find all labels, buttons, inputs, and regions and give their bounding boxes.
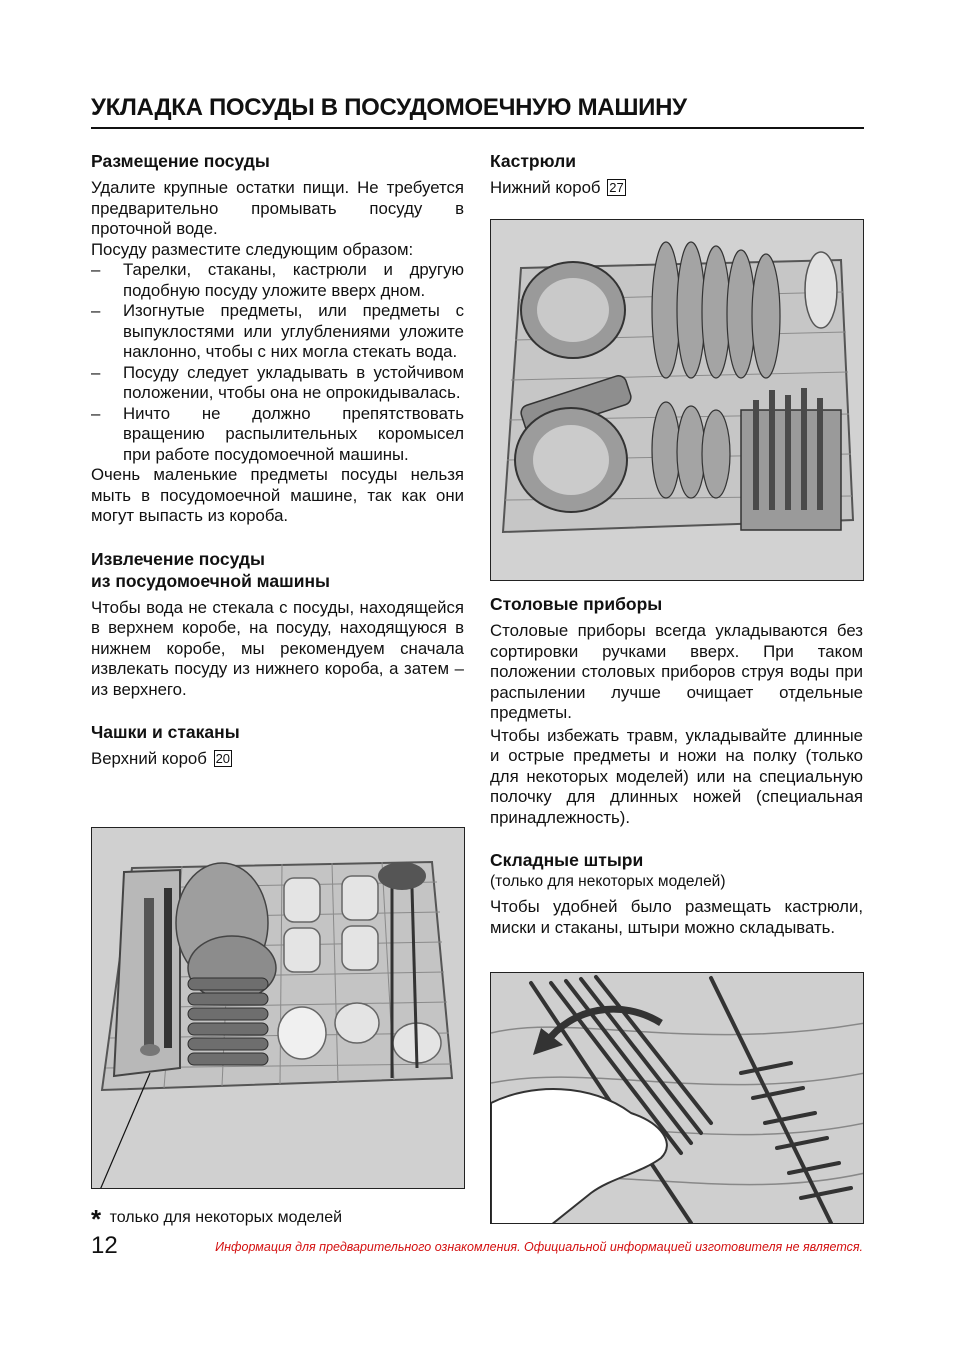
- pots-basket-number: 27: [609, 180, 624, 195]
- list-item: – Посуду следует укладывать в устойчивом положении, чтобы она не опрокидывалась.: [91, 363, 464, 404]
- upper-basket-image: [91, 827, 465, 1189]
- removal-heading-line1: Извлечение посуды: [91, 548, 265, 569]
- title-rule: [91, 127, 864, 129]
- placement-list: [91, 260, 464, 465]
- cutlery-text-1: Столовые приборы всегда укладываются без сортировки ручками вверх. При таком положении столовых приборов струя воды при распылении лучше очищает отдельные предметы.: [490, 621, 863, 722]
- pots-basket-label: Нижний короб: [490, 178, 601, 197]
- placement-lead: Посуду разместите следующим образом:: [91, 239, 414, 259]
- page-number: 12: [91, 1232, 118, 1259]
- upper-basket-drawing: [92, 828, 465, 1189]
- tines-heading: Складные штыри: [490, 850, 644, 870]
- folding-tines-image: [490, 972, 864, 1224]
- cups-basket-number: 20: [215, 751, 231, 766]
- page-title: УКЛАДКА ПОСУДЫ В ПОСУДОМОЕЧНУЮ МАШИНУ: [91, 94, 687, 121]
- list-item: – Ничто не должно препятствовать вращению распылительных коромысел при работе посудомоечной машины.: [91, 404, 464, 466]
- removal-text: Чтобы вода не стекала с посуды, находящейся в верхнем коробе, на посуду, находящуюся в нижнем коробе, мы рекомендуем сначала извлекать посуду из нижнего короба, а затем – из верхнего.: [91, 597, 464, 699]
- cutlery-text-2: Чтобы избежать травм, укладывайте длинные и острые предметы и ножи на полку (только для некоторых моделей) или на специальную полочку для длинных ножей (специальная принадлежность).: [490, 725, 863, 827]
- footnote-text: только для некоторых моделей: [109, 1209, 343, 1226]
- cutlery-heading: Столовые приборы: [490, 594, 663, 614]
- footnote-mark: *: [91, 1204, 102, 1234]
- removal-heading: [91, 548, 464, 592]
- lower-basket-image: [490, 219, 864, 581]
- list-item: – Изогнутые предметы, или предметы с выпуклостями или углублениями уложите наклонно, чтобы с них могла стекать вода.: [91, 301, 464, 363]
- placement-heading: Размещение посуды: [91, 151, 270, 171]
- folding-tines-drawing: [491, 973, 864, 1224]
- tines-subnote: (только для некоторых моделей): [490, 873, 726, 890]
- pots-basket-ref: [490, 178, 863, 199]
- pots-heading: Кастрюли: [490, 151, 577, 171]
- lower-basket-drawing: [491, 220, 864, 581]
- footnote: [91, 1204, 342, 1235]
- list-item: – Тарелки, стаканы, кастрюли и другую подобную посуду уложите вверх дном.: [91, 260, 464, 301]
- cups-heading: Чашки и стаканы: [91, 722, 240, 742]
- tines-text: Чтобы удобней было размещать кастрюли, миски и стаканы, штыри можно складывать.: [490, 897, 863, 937]
- cups-basket-label: Верхний короб: [91, 749, 207, 768]
- removal-heading-line2: из посудомоечной машины: [91, 570, 330, 591]
- disclaimer: Информация для предварительного ознакомления. Официальной информацией изготовителя не является.: [215, 1240, 863, 1254]
- placement-note: Очень маленькие предметы посуды нельзя мыть в посудомоечной машине, так как они могут выпасть из короба.: [91, 465, 464, 525]
- right-column: [490, 150, 863, 199]
- left-column: [91, 150, 464, 770]
- right-column-lower: [490, 593, 863, 938]
- placement-intro: Удалите крупные остатки пищи. Не требуется предварительно промывать посуду в проточной воде.: [91, 178, 464, 238]
- cups-basket-ref: [91, 749, 464, 770]
